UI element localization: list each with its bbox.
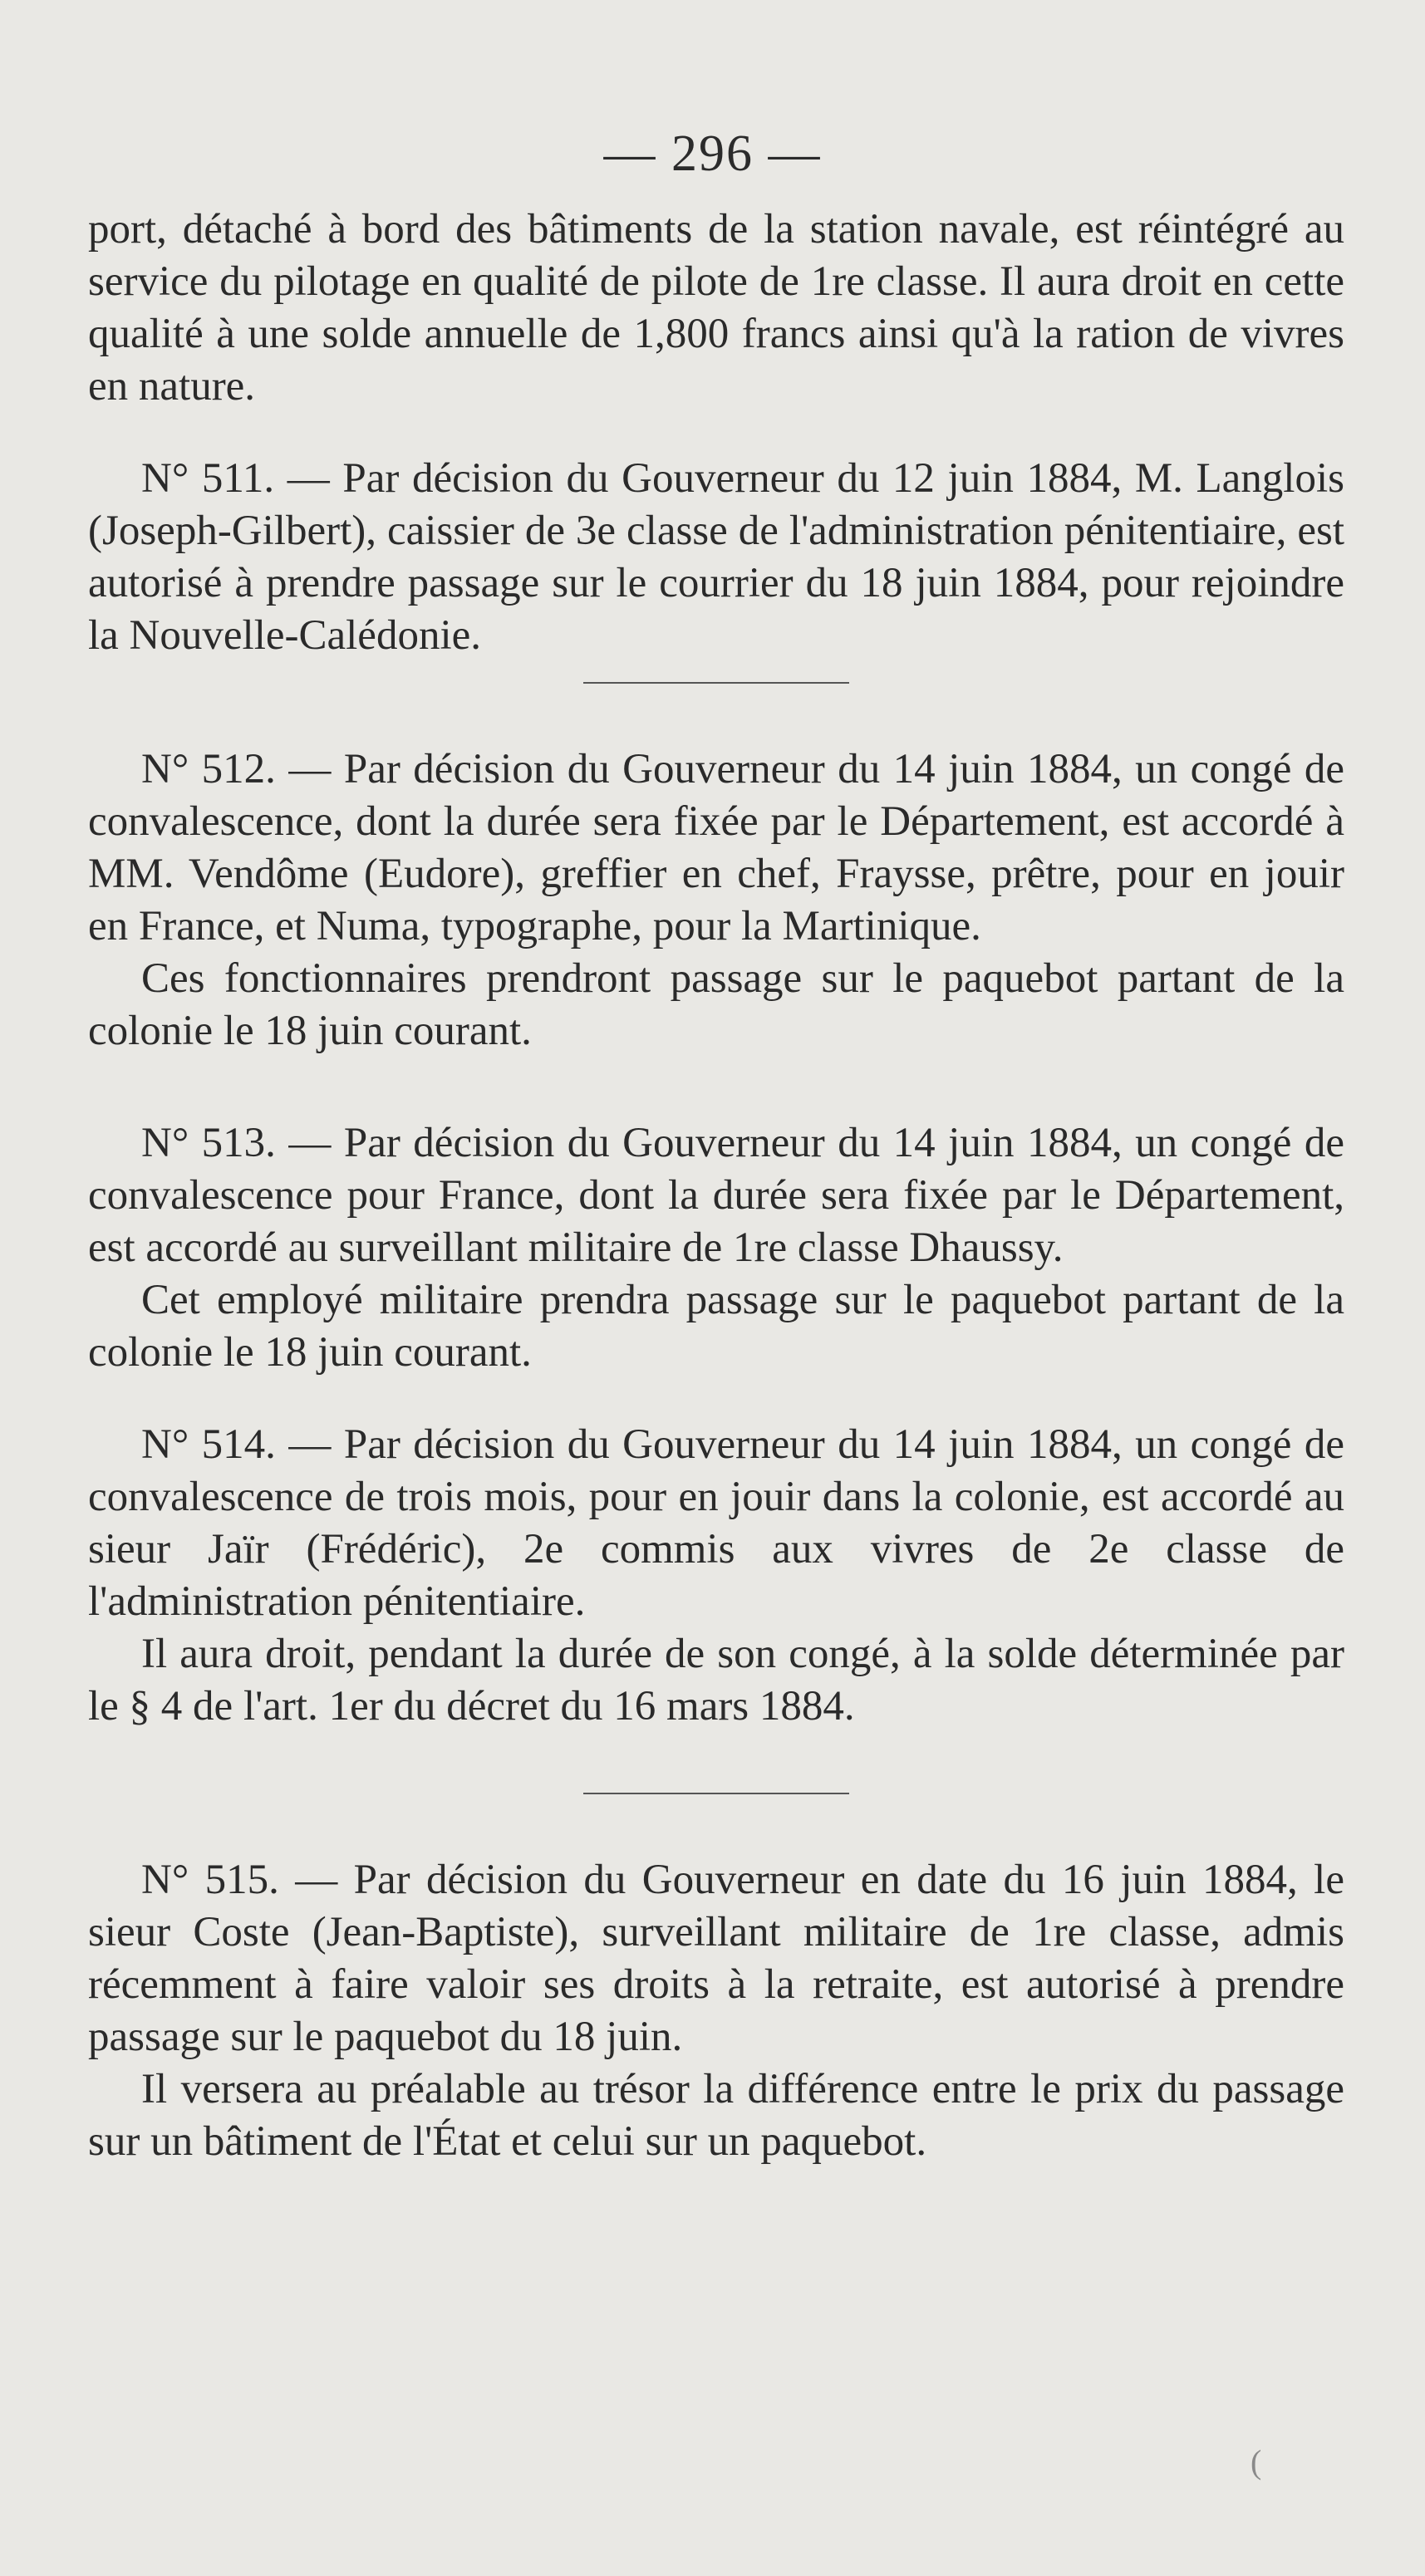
entry-512-paragraph: N° 512. — Par décision du Gouverneur du 14 juin 1884, un congé de convalescence, dont la durée sera fixée par le Département, est accordé à MM. Vendôme (Eudore), greffier en chef, Fraysse, prêtre, pour en jouir en France, et Numa, typographe, pour la Martinique.	[88, 746, 1344, 949]
body-text	[88, 204, 1344, 2168]
entry-514-paragraph-2: Il aura droit, pendant la durée de son congé, à la solde déterminée par le § 4 de l'art. 1er du décret du 16 mars 1884.	[88, 1631, 1344, 1730]
spacer	[88, 1057, 1344, 1117]
separator-rule	[583, 682, 849, 684]
spacer	[88, 413, 1344, 453]
spacer	[88, 704, 1344, 743]
page-number: — 296 —	[603, 125, 822, 182]
entry-intro-paragraph: port, détaché à bord des bâtiments de la station navale, est réintégré au service du pilotage en qualité de pilote de 1re classe. Il aura droit en cette qualité à une solde annuelle de 1,800 francs ainsi qu'à la ration de vivres en nature.	[88, 206, 1344, 410]
entry-515-paragraph: N° 515. — Par décision du Gouverneur en date du 16 juin 1884, le sieur Coste (Jean-Baptiste), surveillant militaire de 1re classe, admis récemment à faire valoir ses droits à la retraite, est autorisé à prendre passage sur le paquebot du 18 juin.	[88, 1857, 1344, 2060]
entry-513-paragraph-2: Cet employé militaire prendra passage sur le paquebot partant de la colonie le 18 juin courant.	[88, 1277, 1344, 1376]
separator-rule	[583, 1793, 849, 1794]
entry-515-paragraph-2: Il versera au préalable au trésor la différence entre le prix du passage sur un bâtiment de l'État et celui sur un paquebot.	[88, 2066, 1344, 2165]
spacer	[88, 1733, 1344, 1773]
entry-514-paragraph: N° 514. — Par décision du Gouverneur du 14 juin 1884, un congé de convalescence de trois mois, pour en jouir dans la colonie, est accordé au sieur Jaïr (Frédéric), 2e commis aux vivres de 2e classe de l'administration pénitentiaire.	[88, 1421, 1344, 1625]
entry-511-paragraph: N° 511. — Par décision du Gouverneur du 12 juin 1884, M. Langlois (Joseph-Gilbert), caissier de 3e classe de l'administration pénitentiaire, est autorisé à prendre passage sur le courrier du 18 juin 1884, pour rejoindre la Nouvelle-Calédonie.	[88, 455, 1344, 659]
margin-mark: (	[1251, 2443, 1262, 2480]
separator-wrap	[88, 682, 1344, 704]
entry-512-paragraph-2: Ces fonctionnaires prendront passage sur le paquebot partant de la colonie le 18 juin courant.	[88, 955, 1344, 1054]
spacer	[88, 1814, 1344, 1854]
spacer	[88, 1379, 1344, 1419]
entry-513-paragraph: N° 513. — Par décision du Gouverneur du 14 juin 1884, un congé de convalescence pour France, dont la durée sera fixée par le Département, est accordé au surveillant militaire de 1re classe Dhaussy.	[88, 1120, 1344, 1271]
separator-wrap	[88, 1793, 1344, 1814]
